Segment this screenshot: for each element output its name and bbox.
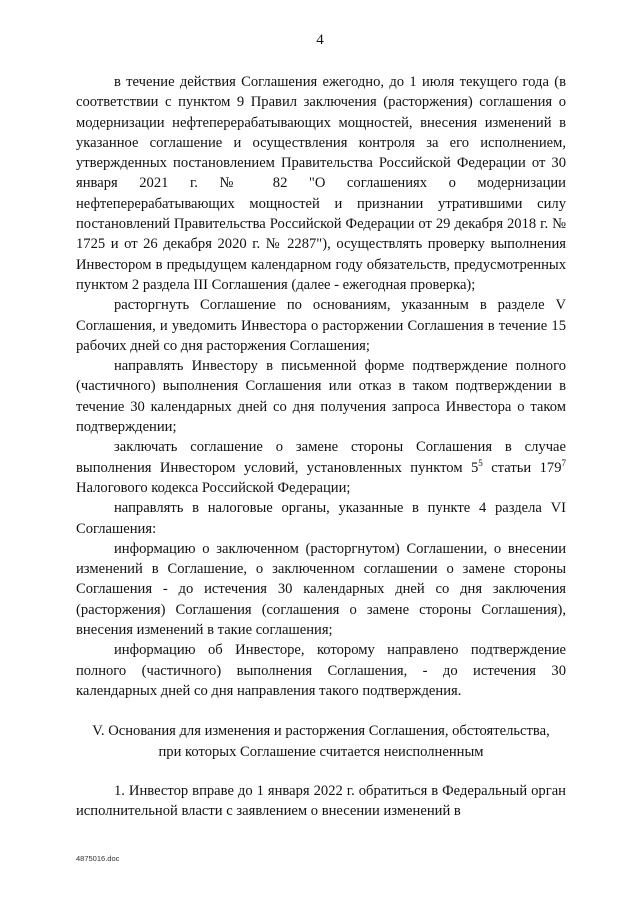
paragraph-replace-party [76, 437, 566, 498]
section-heading-line-1: V. Основания для изменения и расторжения Соглашения, обстоятельства, [92, 723, 550, 740]
paragraph-info-agreement: информацию о заключенном (расторгнутом) Соглашении, о внесении изменений в Соглашение, о заключенном соглашении о замене стороны Соглашения - до истечения 30 календарных дней со дня заключения (расторжения) Соглашения (соглашения о замене стороны Соглашения), внесения изменений в такие соглашения; [76, 540, 566, 639]
paragraph-confirmation: направлять Инвестору в письменной форме подтверждение полного (частичного) выполнения Соглашения или отказ в таком подтверждении в течение 30 календарных дней со дня получения запроса Инвестора о таком подтверждении; [76, 358, 566, 436]
superscript-5: 5 [478, 457, 483, 468]
paragraph-terminate: расторгнуть Соглашение по основаниям, указанным в разделе V Соглашения, и уведомить Инвестора о расторжении Соглашения в течение 15 рабочих дней со дня расторжения Соглашения; [76, 297, 566, 354]
paragraph-section-v-1: 1. Инвестор вправе до 1 января 2022 г. обратиться в Федеральный орган исполнительной власти с заявлением о внесении изменений в [76, 782, 566, 820]
paragraph-tax-authorities: направлять в налоговые органы, указанные в пункте 4 раздела VI Соглашения: [76, 500, 566, 537]
paragraph-replace-party-text-1: заключать соглашение о замене стороны Соглашения в случае выполнения Инвестором условий, установленных пунктом 5 [76, 439, 566, 476]
page-number: 4 [316, 32, 324, 48]
paragraph-annual-check: в течение действия Соглашения ежегодно, до 1 июля текущего года (в соответствии с пунктом 9 Правил заключения (расторжения) соглашения о модернизации нефтеперерабатывающих мощностей, внесения изменений в указанное соглашение и осуществления контроля за его исполнением, утвержденных постановлением Правительства Российской Федерации от 30 января 2021 г. № 82 "О соглашениях о модернизации нефтеперерабатывающих мощностей и признании утратившими силу постановлений Правительства Российской Федерации от 29 декабря 2018 г. № 1725 и от 26 декабря 2020 г. № 2287"), осуществлять проверку выполнения Инвестором в предыдущем календарном году обязательств, предусмотренных пунктом 2 раздела III Соглашения (далее - ежегодная проверка); [76, 74, 566, 293]
superscript-7: 7 [561, 457, 566, 468]
paragraph-replace-party-text-3: Налогового кодекса Российской Федерации; [76, 479, 351, 496]
footer-file-code: 4875016.doc [76, 854, 120, 863]
section-heading-line-2: при которых Соглашение считается неисполненным [158, 743, 484, 760]
document-body [76, 72, 566, 821]
paragraph-info-investor: информацию об Инвесторе, которому направлено подтверждение полного (частичного) выполнения Соглашения, - до истечения 30 календарных дней со дня направления такого подтверждения. [76, 642, 566, 699]
section-heading [76, 721, 566, 762]
paragraph-replace-party-text-2: статьи 179 [482, 459, 562, 476]
